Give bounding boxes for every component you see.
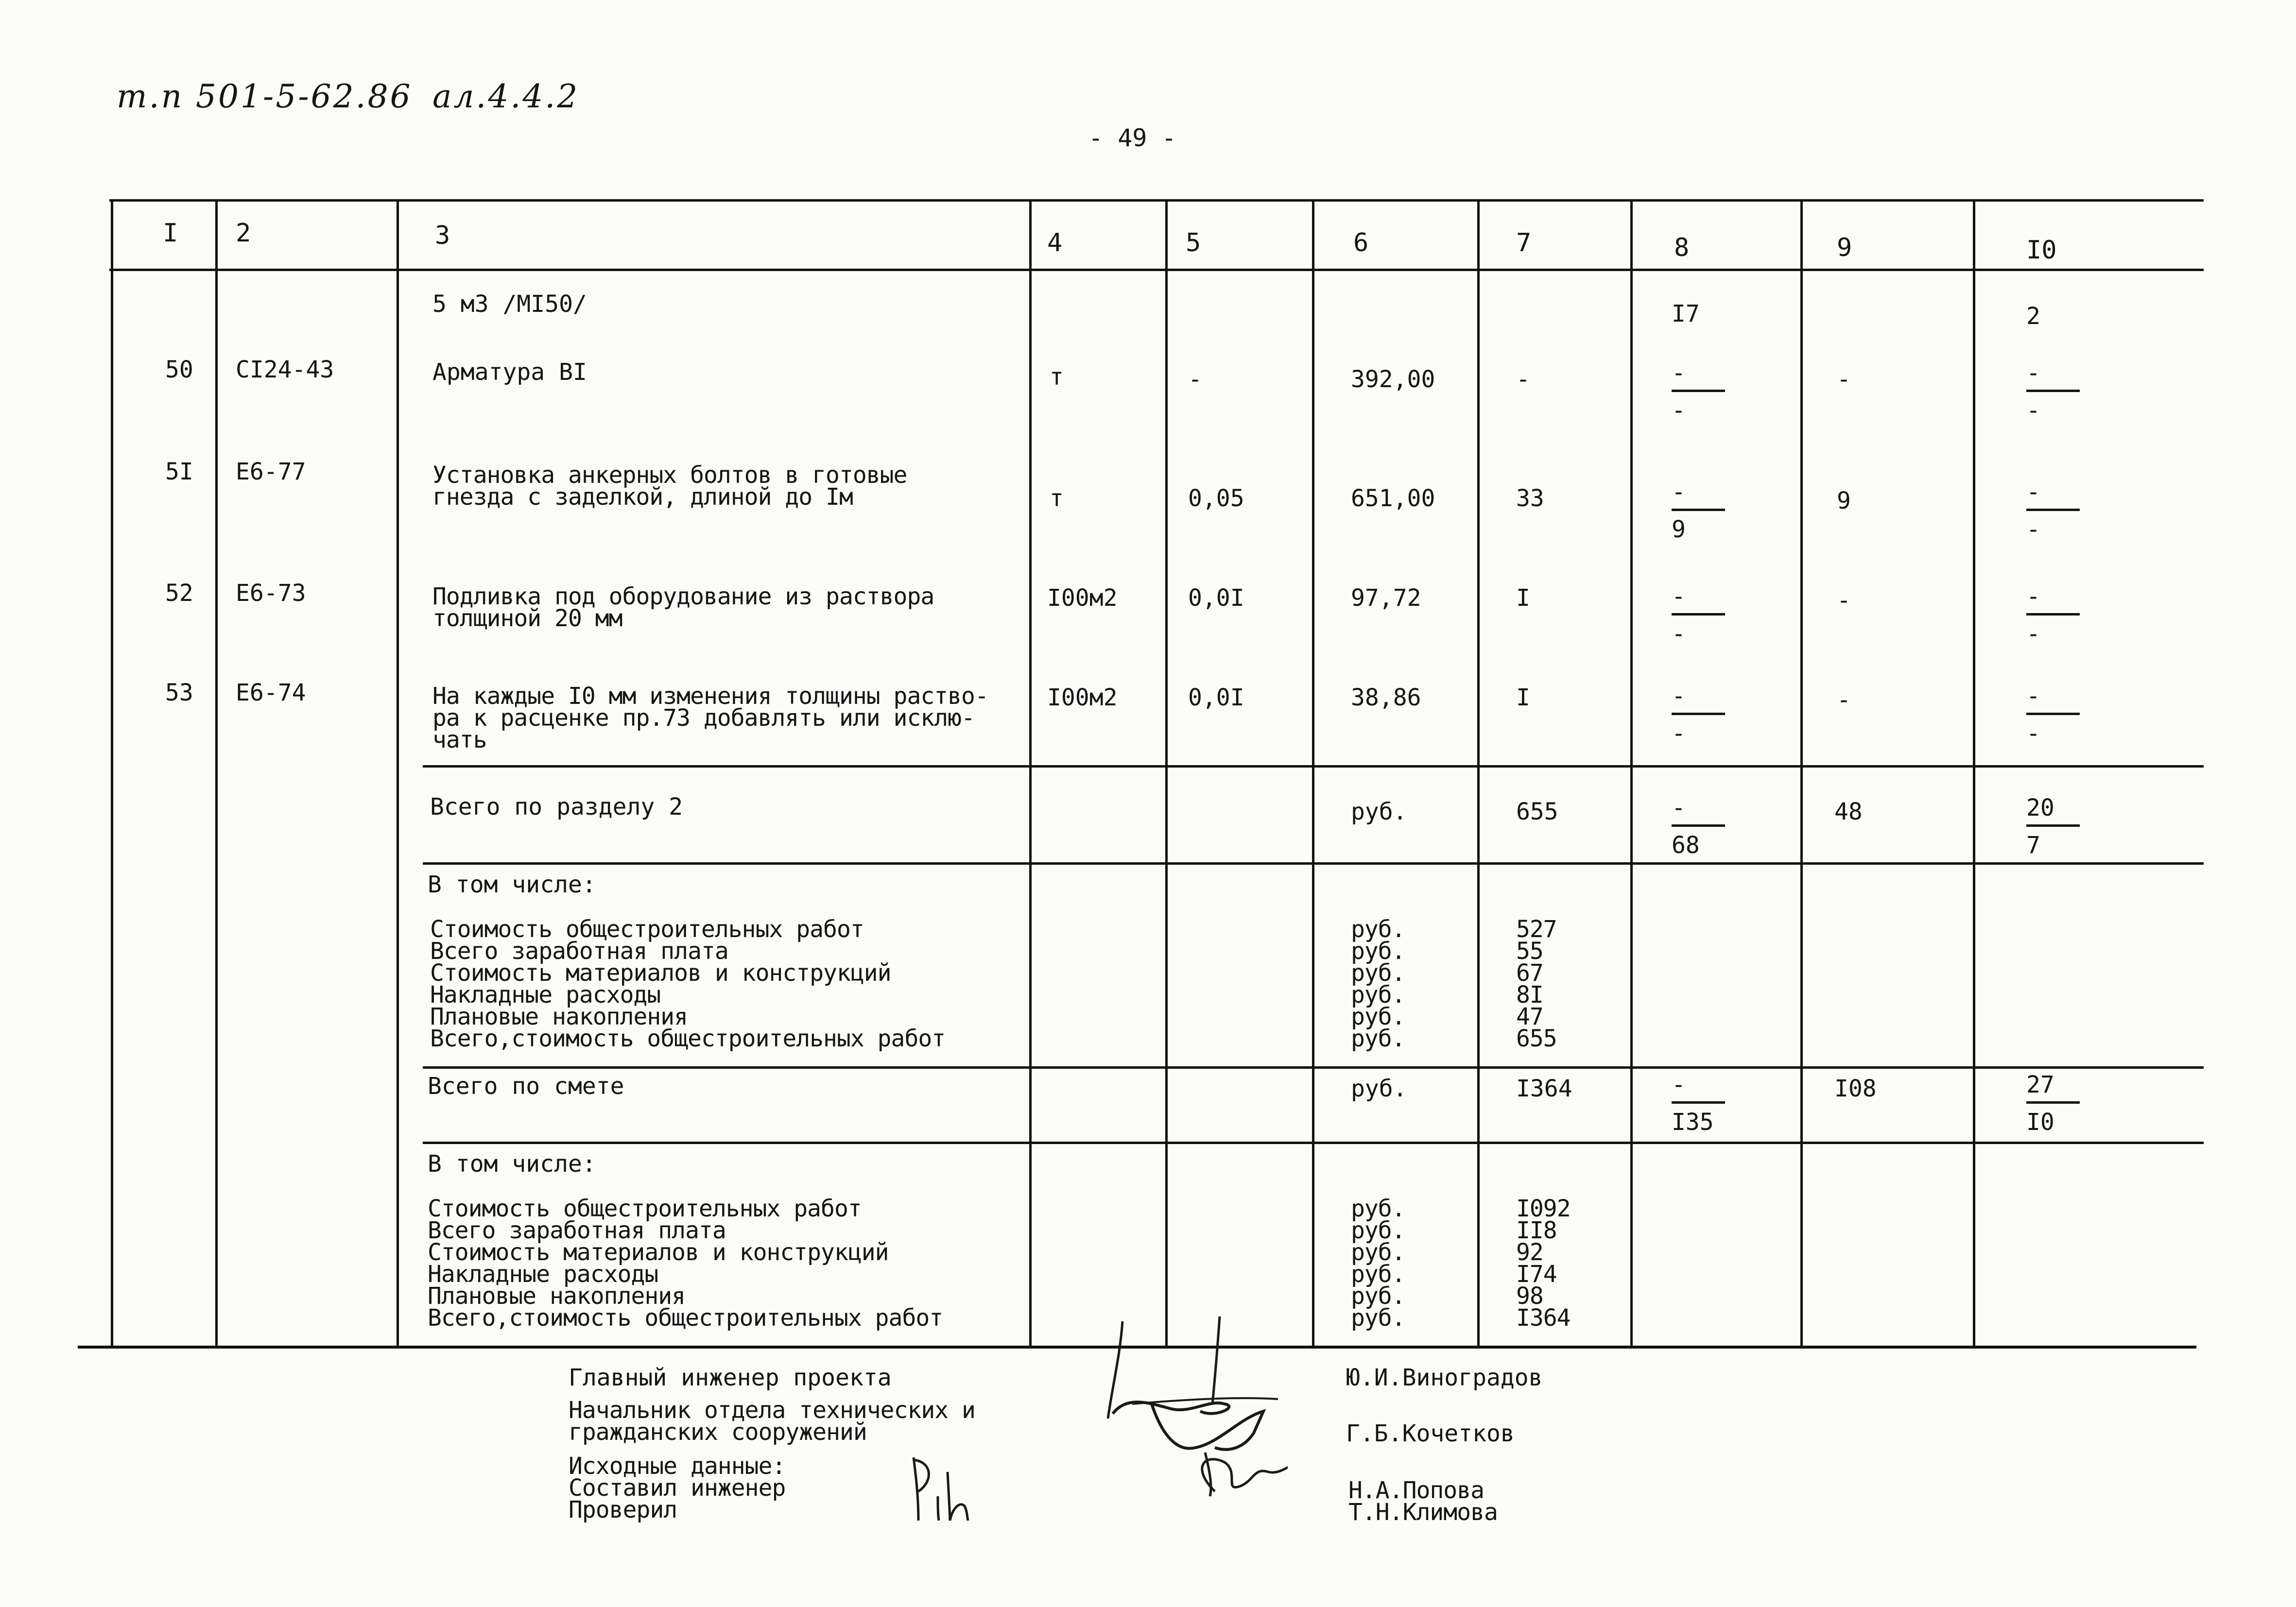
table-top-rule — [109, 199, 2204, 202]
fraction-bar — [2026, 613, 2080, 615]
breakdown-label: Всего,стоимость общестроительных работ — [428, 1304, 943, 1332]
composed-by-name: Н.А.Попова — [1348, 1477, 1484, 1504]
fraction-denominator: - — [1672, 620, 1686, 648]
fraction-numerator: - — [1672, 794, 1686, 821]
breakdown-unit: руб. — [1351, 1025, 1405, 1052]
handwritten-signatures — [1093, 1307, 1288, 1511]
breakdown-value: 92 — [1516, 1239, 1543, 1266]
column-header: 7 — [1516, 228, 1532, 257]
column-header: 6 — [1353, 228, 1369, 257]
breakdown-unit: руб. — [1351, 1282, 1405, 1310]
breakdown-value: 527 — [1516, 916, 1557, 943]
row-number: 53 — [165, 679, 193, 706]
row-unit: I00м2 — [1047, 584, 1118, 612]
estimate-total-col8-fraction — [1672, 1071, 1740, 1136]
estimate-total-label: Всего по смете — [428, 1073, 624, 1100]
breakdown-label: Стоимость материалов и конструкций — [430, 959, 891, 987]
breakdown-label: Плановые накопления — [430, 1003, 688, 1030]
row-col8-fraction — [1672, 583, 1740, 648]
fraction-bar — [1672, 1101, 1725, 1104]
row-code: Е6-74 — [236, 679, 306, 706]
department-head-name: Г.Б.Кочетков — [1346, 1420, 1515, 1447]
row-description: чать — [432, 726, 487, 753]
row-code: Е6-73 — [236, 580, 306, 607]
breakdown-label: Накладные расходы — [428, 1261, 658, 1288]
fraction-denominator: I35 — [1672, 1109, 1714, 1136]
fraction-denominator: - — [1672, 397, 1686, 424]
row-cost: I — [1516, 584, 1530, 612]
album-reference: ал.4.4.2 — [432, 78, 580, 115]
fraction-bar — [1672, 713, 1725, 715]
breakdown-unit: руб. — [1351, 1304, 1405, 1332]
breakdown-value: I364 — [1516, 1304, 1571, 1332]
row-quantity: - — [1188, 366, 1202, 393]
row-cost: - — [1516, 366, 1530, 393]
col-divider-9 — [1973, 199, 1975, 1348]
col-divider-6 — [1477, 199, 1480, 1348]
breakdown-value: 55 — [1516, 938, 1543, 965]
row-description: На каждые I0 мм изменения толщины раство- — [432, 683, 988, 710]
fraction-numerator: - — [1672, 479, 1686, 506]
row-col8-fraction — [1672, 359, 1740, 424]
row-unit-price: 97,72 — [1351, 584, 1421, 612]
fraction-bar — [1672, 390, 1725, 392]
row-col9: - — [1837, 587, 1851, 614]
col-divider-3 — [1029, 199, 1032, 1348]
row-description: 5 м3 /МI50/ — [432, 291, 587, 318]
row-description: толщиной 20 мм — [432, 605, 622, 632]
department-head-title: Начальник отдела технических и — [569, 1397, 975, 1424]
row-col9: - — [1837, 366, 1851, 393]
fraction-numerator: - — [2026, 683, 2040, 710]
breakdown-label: Стоимость материалов и конструкций — [428, 1239, 889, 1266]
breakdown-value: 8I — [1516, 981, 1543, 1009]
row-description: ра к расценке пр.73 добавлять или исклю- — [432, 704, 975, 732]
breakdown-value: I74 — [1516, 1261, 1557, 1288]
breakdown-unit: руб. — [1351, 1217, 1405, 1244]
column-header: 2 — [236, 219, 251, 248]
checked-by-title: Проверил — [569, 1496, 677, 1523]
chief-engineer-name: Ю.И.Виноградов — [1346, 1364, 1543, 1391]
breakdown-unit: руб. — [1351, 1003, 1405, 1030]
row-number: 50 — [165, 356, 193, 383]
row-quantity: 0,0I — [1188, 584, 1244, 612]
breakdown-unit: руб. — [1351, 959, 1405, 987]
section-total-cost: 655 — [1516, 798, 1558, 825]
row-number: 5I — [165, 458, 193, 485]
fraction-bar — [2026, 1101, 2080, 1104]
fraction-denominator: - — [2026, 720, 2040, 747]
row-unit: т — [1050, 485, 1064, 512]
estimate-total-cost: I364 — [1516, 1075, 1572, 1102]
fraction-numerator: - — [1672, 683, 1686, 710]
breakdown-label: Накладные расходы — [430, 981, 661, 1009]
row-description: Подливка под оборудование из раствора — [432, 583, 934, 610]
column-header: 8 — [1674, 233, 1690, 262]
row-cost: I — [1516, 684, 1530, 711]
row-description: Арматура ВI — [432, 359, 587, 386]
fraction-bar — [2026, 390, 2080, 392]
section-total-col8-fraction — [1672, 794, 1740, 859]
breakdown-value: 655 — [1516, 1025, 1557, 1052]
fraction-numerator: - — [2026, 359, 2040, 387]
estimate-total-unit: руб. — [1351, 1075, 1407, 1102]
row-unit-price: 38,86 — [1351, 684, 1421, 711]
row-cost: 33 — [1516, 485, 1544, 512]
fraction-bar — [2026, 509, 2080, 511]
fraction-bar — [2026, 824, 2080, 827]
breakdown-value: I092 — [1516, 1195, 1571, 1222]
fraction-numerator: 27 — [2026, 1071, 2054, 1098]
breakdown-label: Всего заработная плата — [430, 938, 728, 965]
fraction-numerator: 20 — [2026, 794, 2054, 821]
row-number: 52 — [165, 580, 193, 607]
fraction-numerator: - — [1672, 359, 1686, 387]
column-header: 9 — [1837, 233, 1852, 262]
col-divider-7 — [1630, 199, 1633, 1348]
col-divider-1 — [215, 199, 218, 1348]
department-head-title: гражданских сооружений — [569, 1419, 867, 1446]
breakdown-unit: руб. — [1351, 1239, 1405, 1266]
row-col9: 9 — [1837, 487, 1851, 514]
breakdown-unit: руб. — [1351, 1195, 1405, 1222]
breakdown-value: 98 — [1516, 1282, 1543, 1310]
breakdown-heading: В том числе: — [428, 1150, 596, 1178]
row-col10: 2 — [2026, 303, 2040, 330]
breakdown-value: II8 — [1516, 1217, 1557, 1244]
row-quantity: 0,05 — [1188, 485, 1244, 512]
row-description: гнезда с заделкой, длиной до Iм — [432, 483, 853, 511]
col-divider-2 — [397, 199, 399, 1348]
fraction-bar — [2026, 713, 2080, 715]
breakdown-value: 67 — [1516, 959, 1543, 987]
row-unit-price: 651,00 — [1351, 485, 1435, 512]
fraction-denominator: - — [2026, 516, 2040, 543]
fraction-numerator: - — [2026, 583, 2040, 610]
column-header: I — [163, 219, 178, 248]
handwritten-initials — [904, 1453, 982, 1525]
chief-engineer-title: Главный инженер проекта — [569, 1364, 892, 1391]
section-total-col9: 48 — [1834, 798, 1863, 825]
fraction-bar — [1672, 509, 1725, 511]
breakdown-label: Плановые накопления — [428, 1282, 686, 1310]
row-col10-fraction — [2026, 583, 2094, 648]
row-col8-fraction — [1672, 479, 1740, 543]
section-total-unit: руб. — [1351, 798, 1407, 825]
column-header: 4 — [1047, 228, 1063, 257]
row-col10-fraction — [2026, 683, 2094, 747]
breakdown-label: Стоимость общестроительных работ — [428, 1195, 862, 1222]
checked-by-name: Т.Н.Климова — [1348, 1499, 1498, 1526]
row-col10-fraction — [2026, 359, 2094, 424]
fraction-denominator: I0 — [2026, 1109, 2054, 1136]
col-divider-0 — [111, 199, 113, 1348]
fraction-denominator: - — [2026, 620, 2040, 648]
estimate-total-col10-fraction — [2026, 1071, 2094, 1136]
breakdown-label: Всего заработная плата — [428, 1217, 726, 1244]
column-header: 3 — [435, 221, 450, 250]
breakdown-unit: руб. — [1351, 916, 1405, 943]
col-divider-5 — [1312, 199, 1314, 1348]
row-code: Е6-77 — [236, 458, 306, 485]
breakdown-value: 47 — [1516, 1003, 1543, 1030]
fraction-bar — [1672, 824, 1725, 827]
fraction-numerator: - — [2026, 479, 2040, 506]
row-unit: т — [1050, 363, 1064, 391]
composed-by-title: Составил инженер — [569, 1474, 786, 1502]
row-description: Установка анкерных болтов в готовые — [432, 462, 907, 489]
column-header: I0 — [2026, 236, 2057, 265]
breakdown-heading: В том числе: — [428, 871, 596, 898]
breakdown-unit: руб. — [1351, 981, 1405, 1009]
row-col9: - — [1837, 686, 1851, 714]
row-col10-fraction — [2026, 479, 2094, 543]
fraction-denominator: 7 — [2026, 832, 2040, 859]
row-unit: I00м2 — [1047, 684, 1118, 711]
fraction-bar — [1672, 613, 1725, 615]
col-divider-4 — [1165, 199, 1168, 1348]
fraction-denominator: - — [1672, 720, 1686, 747]
fraction-denominator: 9 — [1672, 516, 1686, 543]
row-code: СI24-43 — [236, 356, 334, 383]
fraction-denominator: - — [2026, 397, 2040, 424]
header-bottom-rule — [109, 269, 2204, 271]
section-total-col10-fraction — [2026, 794, 2094, 859]
col-divider-8 — [1800, 199, 1803, 1348]
page-number: - 49 - — [1088, 124, 1176, 152]
row-quantity: 0,0I — [1188, 684, 1244, 711]
fraction-denominator: 68 — [1672, 832, 1700, 859]
row-col8: I7 — [1672, 300, 1700, 327]
document-code: т.п 501-5-62.86 — [117, 78, 413, 115]
fraction-numerator: - — [1672, 583, 1686, 610]
row-col8-fraction — [1672, 683, 1740, 747]
breakdown-unit: руб. — [1351, 1261, 1405, 1288]
row-unit-price: 392,00 — [1351, 366, 1435, 393]
section-total-label: Всего по разделу 2 — [430, 793, 683, 821]
column-header: 5 — [1186, 228, 1201, 257]
breakdown-unit: руб. — [1351, 938, 1405, 965]
estimate-total-col9: I08 — [1834, 1075, 1877, 1102]
breakdown-label: Стоимость общестроительных работ — [430, 916, 864, 943]
fraction-numerator: - — [1672, 1071, 1686, 1098]
breakdown-label: Всего,стоимость общестроительных работ — [430, 1025, 946, 1052]
source-data-label: Исходные данные: — [569, 1453, 786, 1480]
